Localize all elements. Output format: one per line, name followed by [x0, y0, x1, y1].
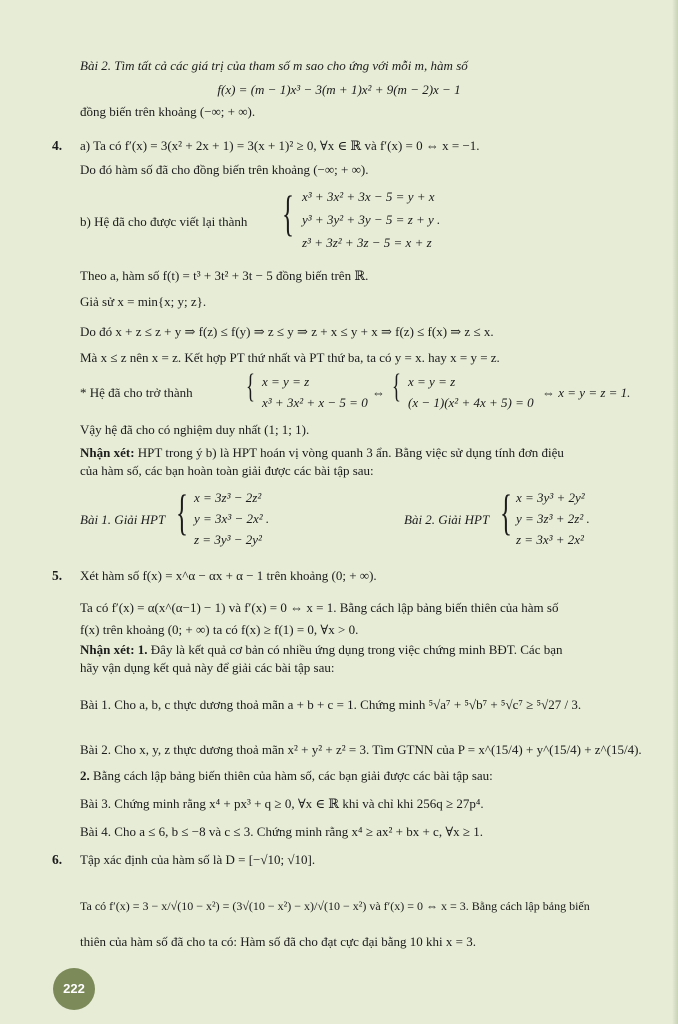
- system-brace: {: [500, 484, 512, 540]
- text-line: hãy vận dụng kết quả này để giải các bài tập sau:: [80, 660, 335, 675]
- derivative-line: Ta có f′(x) = 3 − x/√(10 − x²) = (3√(10 − x²) − x)/√(10 − x²) và f′(x) = 0 ⇔ x = 3. Bằng cách lập bảng biến: [80, 899, 590, 913]
- remark-text: HPT trong ý b) là HPT hoán vị vòng quanh 3 ẩn. Bằng việc sử dụng tính đơn điệu: [134, 445, 564, 460]
- text-line: của hàm số, các bạn hoàn toàn giải được các bài tập sau:: [80, 463, 374, 478]
- problem-number: 4.: [52, 138, 63, 153]
- problem-number: 5.: [52, 568, 63, 583]
- system-brace: {: [392, 368, 401, 405]
- system-eq: x³ + 3x² + x − 5 = 0: [262, 395, 368, 410]
- system-eq: y = 3x³ − 2x² .: [194, 511, 270, 526]
- page-number-badge: 222: [53, 968, 95, 1010]
- text-line: Tập xác định của hàm số là D = [−√10; √10].: [80, 852, 316, 867]
- system-eq: x = y = z: [408, 374, 456, 389]
- system-eq-1: x³ + 3x² + 3x − 5 = y + x: [302, 189, 435, 204]
- remark-text: Bằng cách lập bảng biến thiên của hàm số, các bạn giải được các bài tập sau:: [89, 768, 493, 783]
- solution-text: ⇔ x = y = z = 1.: [542, 385, 631, 400]
- system-eq: z = 3y³ − 2y²: [194, 532, 262, 547]
- exercise-1-label: Bài 1. Giải HPT: [80, 512, 166, 527]
- remark-line: [80, 445, 564, 461]
- exercise-line: Bài 1. Cho a, b, c thực dương thoả mãn a + b + c = 1. Chứng minh ⁵√a⁷ + ⁵√b⁷ + ⁵√c⁷ ≥ ⁵√27 / 3.: [80, 697, 582, 712]
- remark-line: [80, 642, 562, 658]
- system-eq: x = 3z³ − 2z²: [194, 490, 262, 505]
- exercise-line: Bài 4. Cho a ≤ 6, b ≤ −8 và c ≤ 3. Chứng minh rằng x⁴ ≥ ax² + bx + c, ∀x ≥ 1.: [80, 824, 484, 839]
- exercise-line: Bài 2. Cho x, y, z thực dương thoả mãn x² + y² + z² = 3. Tìm GTNN của P = x^(15/4) + y^(15/4) + z^(15/4).: [80, 742, 642, 757]
- equivalence-sign: ⇔: [372, 385, 385, 400]
- part-a-line: a) Ta có f′(x) = 3(x² + 2x + 1) = 3(x + 1)² ≥ 0, ∀x ∈ ℝ và f′(x) = 0 ⇔ x = −1.: [80, 138, 480, 153]
- remark-label: Nhận xét:: [80, 445, 135, 460]
- remark-label: Nhận xét: 1.: [80, 642, 148, 657]
- text-line: Giả sử x = min{x; y; z}.: [80, 294, 207, 309]
- text-line: f(x) trên khoảng (0; + ∞) ta có f(x) ≥ f(1) = 0, ∀x > 0.: [80, 622, 359, 637]
- system-eq-2: y³ + 3y² + 3y − 5 = z + y .: [302, 212, 441, 227]
- page-edge-shadow: [672, 0, 678, 1024]
- reduced-system-line: * Hệ đã cho trở thành: [80, 385, 193, 400]
- text-line: thiên của hàm số đã cho ta có: Hàm số đã cho đạt cực đại bằng 10 khi x = 3.: [80, 934, 476, 949]
- system-eq-3: z³ + 3z² + 3z − 5 = x + z: [302, 235, 432, 250]
- system-brace: {: [282, 185, 294, 241]
- text-line: Do đó hàm số đã cho đồng biến trên khoảng (−∞; + ∞).: [80, 162, 369, 177]
- formula-fx: f(x) = (m − 1)x³ − 3(m + 1)x² + 9(m − 2)x − 1: [217, 82, 461, 97]
- problem-number: 6.: [52, 852, 63, 867]
- system-eq: y = 3z³ + 2z² .: [516, 511, 590, 526]
- exercise-2-intro: Bài 2. Tìm tất cả các giá trị của tham số m sao cho ứng với mỗi m, hàm số: [80, 58, 468, 73]
- text-line: Mà x ≤ z nên x = z. Kết hợp PT thứ nhất và PT thứ ba, ta có y = x. hay x = y = z.: [80, 350, 500, 365]
- system-brace: {: [246, 368, 255, 405]
- text-line: Ta có f′(x) = α(x^(α−1) − 1) và f′(x) = 0 ⇔ x = 1. Bằng cách lập bảng biến thiên của hàm số: [80, 600, 559, 615]
- system-eq: x = 3y³ + 2y²: [516, 490, 585, 505]
- part-b-line: b) Hệ đã cho được viết lại thành: [80, 214, 248, 229]
- system-brace: {: [176, 484, 188, 540]
- text-line: Xét hàm số f(x) = x^α − αx + α − 1 trên khoảng (0; + ∞).: [80, 568, 377, 583]
- exercise-line: Bài 3. Chứng minh rằng x⁴ + px³ + q ≥ 0, ∀x ∈ ℝ khi và chỉ khi 256q ≥ 27p⁴.: [80, 796, 484, 811]
- remark-line: [80, 768, 493, 784]
- system-eq: x = y = z: [262, 374, 310, 389]
- exercise-2-label: Bài 2. Giải HPT: [404, 512, 490, 527]
- remark-label: 2.: [80, 768, 90, 783]
- text-line: đồng biến trên khoảng (−∞; + ∞).: [80, 104, 256, 119]
- remark-text: Đây là kết quả cơ bản có nhiều ứng dụng trong việc chứng minh BĐT. Các bạn: [147, 642, 563, 657]
- system-eq: z = 3x³ + 2x²: [516, 532, 584, 547]
- text-line: Theo a, hàm số f(t) = t³ + 3t² + 3t − 5 đồng biến trên ℝ.: [80, 268, 369, 283]
- text-line: Vậy hệ đã cho có nghiệm duy nhất (1; 1; 1).: [80, 422, 310, 437]
- text-line: Do đó x + z ≤ z + y ⇒ f(z) ≤ f(y) ⇒ z ≤ y ⇒ z + x ≤ y + x ⇒ f(z) ≤ f(x) ⇒ z ≤ x.: [80, 324, 494, 339]
- system-eq: (x − 1)(x² + 4x + 5) = 0: [408, 395, 534, 410]
